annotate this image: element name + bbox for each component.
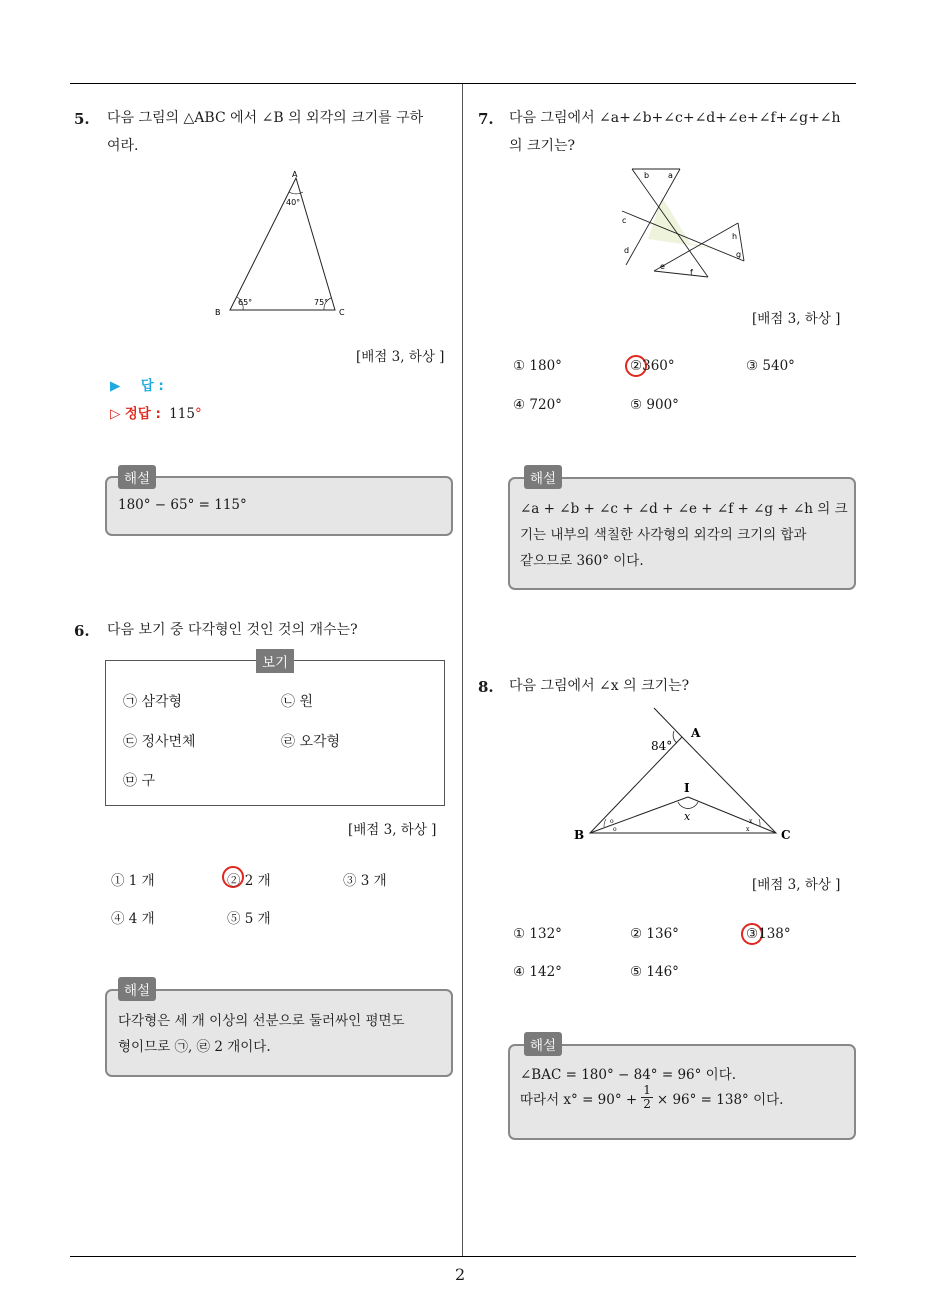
choice-mark: ④ bbox=[513, 397, 526, 413]
question-7-explanation-text bbox=[520, 496, 848, 574]
question-7-choice-4[interactable] bbox=[513, 397, 562, 413]
bogi-item-4: ㉣ 오각형 bbox=[281, 734, 341, 750]
angle-label-g: g bbox=[736, 250, 742, 259]
question-5-text bbox=[107, 104, 457, 160]
question-7-text bbox=[509, 104, 859, 160]
question-8-meta: [배점 3, 하상 ] bbox=[752, 877, 841, 893]
answer-label: 답 : bbox=[140, 378, 164, 394]
choice-mark: ① bbox=[111, 873, 125, 889]
question-5-explanation-text: 180° − 65° = 115° bbox=[118, 497, 247, 513]
question-8-text: 다음 그림에서 ∠x 의 크기는? bbox=[509, 678, 690, 694]
question-6-choice-4[interactable] bbox=[111, 907, 155, 927]
question-7-choice-1[interactable] bbox=[513, 358, 562, 374]
eight-angle-figure bbox=[618, 165, 748, 283]
question-7-choice-2[interactable] bbox=[630, 358, 675, 374]
question-7-number: 7. bbox=[478, 110, 494, 128]
angle-label-h: h bbox=[732, 232, 738, 241]
choice-mark: ⑤ bbox=[227, 911, 241, 927]
fraction-denominator: 2 bbox=[643, 1097, 651, 1111]
triangle-abc-figure bbox=[205, 165, 355, 320]
bogi-item-3: ㉢ 정사면체 bbox=[123, 734, 196, 750]
question-8-explanation-line-1: ∠BAC = 180° − 84° = 96° 이다. bbox=[520, 1067, 737, 1083]
choice-label: 4 개 bbox=[128, 911, 155, 927]
question-8-choice-1[interactable] bbox=[513, 926, 562, 942]
play-icon: ▶ bbox=[110, 378, 121, 394]
explanation-text-part: × 96° = 138° 이다. bbox=[656, 1091, 784, 1108]
question-8-number: 8. bbox=[478, 678, 494, 696]
choice-label: 720° bbox=[529, 397, 562, 413]
angle-label-e: e bbox=[660, 262, 665, 271]
choice-label: 540° bbox=[762, 358, 795, 374]
triangle-outline-icon: ▷ bbox=[110, 406, 121, 422]
question-6-meta: [배점 3, 하상 ] bbox=[348, 822, 437, 838]
question-8-choice-3[interactable] bbox=[746, 926, 791, 942]
top-rule bbox=[70, 83, 856, 84]
question-5-number: 5. bbox=[74, 110, 90, 128]
question-6-choice-3[interactable] bbox=[343, 869, 387, 889]
explanation-text-part: 따라서 x° = 90° + bbox=[520, 1091, 638, 1108]
c-angle-mark-lower: x bbox=[746, 826, 750, 833]
bottom-rule bbox=[70, 1256, 856, 1257]
choice-label: 180° bbox=[529, 358, 562, 374]
fraction-one-half bbox=[641, 1084, 653, 1111]
vertex-b-label: B bbox=[574, 828, 585, 842]
c-angle-mark-upper: x bbox=[749, 818, 753, 825]
angle-label-c: c bbox=[622, 216, 627, 225]
explanation-line: 다각형은 세 개 이상의 선분으로 둘러싸인 평면도 bbox=[118, 1013, 405, 1029]
answer-row bbox=[110, 374, 164, 394]
vertex-a-label: A bbox=[691, 726, 701, 740]
explanation-line: 기는 내부의 색칠한 사각형의 외각의 크기의 합과 bbox=[520, 527, 807, 543]
bogi-item-1: ㉠ 삼각형 bbox=[123, 694, 183, 710]
b-angle-mark-lower: o bbox=[613, 826, 617, 833]
choice-label: 138° bbox=[758, 926, 791, 942]
correct-answer-value: 115 bbox=[169, 406, 195, 422]
vertex-c-label: C bbox=[781, 828, 791, 842]
choice-label: 146° bbox=[646, 964, 679, 980]
angle-a-label: 40° bbox=[286, 198, 301, 207]
incenter-triangle-figure bbox=[570, 705, 800, 845]
vertex-c-label: C bbox=[339, 308, 345, 317]
question-6-choice-1[interactable] bbox=[111, 869, 155, 889]
choice-label: 136° bbox=[646, 926, 679, 942]
explanation-line: ∠a + ∠b + ∠c + ∠d + ∠e + ∠f + ∠g + ∠h 의 크 bbox=[520, 501, 848, 517]
incenter-i-label: I bbox=[684, 781, 690, 795]
question-6-text: 다음 보기 중 다각형인 것인 것의 개수는? bbox=[107, 622, 358, 638]
question-6-choice-2[interactable] bbox=[227, 869, 271, 889]
bogi-item-5: ㉤ 구 bbox=[123, 773, 155, 789]
question-7-line-2: 의 크기는? bbox=[509, 138, 576, 154]
question-7-explanation-tag: 해설 bbox=[524, 465, 562, 489]
choice-mark: ② bbox=[630, 358, 643, 374]
bogi-item-2: ㉡ 원 bbox=[281, 694, 313, 710]
choice-label: 5 개 bbox=[244, 911, 271, 927]
question-5-meta: [배점 3, 하상 ] bbox=[356, 349, 445, 365]
question-7-meta: [배점 3, 하상 ] bbox=[752, 311, 841, 327]
choice-mark: ④ bbox=[111, 911, 125, 927]
choice-mark: ① bbox=[513, 926, 526, 942]
angle-c-label: 75° bbox=[314, 298, 329, 307]
column-divider bbox=[462, 84, 463, 1256]
choice-mark: ③ bbox=[746, 926, 759, 942]
angle-label-f: f bbox=[690, 268, 693, 277]
choice-label: 900° bbox=[646, 397, 679, 413]
question-8-choice-2[interactable] bbox=[630, 926, 679, 942]
choice-mark: ③ bbox=[746, 358, 759, 374]
angle-label-b: b bbox=[644, 171, 650, 180]
question-8-choice-4[interactable] bbox=[513, 964, 562, 980]
question-7-line-1: 다음 그림에서 ∠a+∠b+∠c+∠d+∠e+∠f+∠g+∠h bbox=[509, 110, 841, 126]
question-6-explanation-text bbox=[118, 1008, 405, 1060]
explanation-line: 형이므로 ㉠, ㉣ 2 개이다. bbox=[118, 1039, 271, 1055]
angle-label-a: a bbox=[668, 171, 673, 180]
explanation-line: 같으므로 360° 이다. bbox=[520, 553, 644, 569]
question-5-explanation-tag: 해설 bbox=[118, 465, 156, 489]
angle-84-label: 84° bbox=[651, 739, 673, 753]
question-6-choice-5[interactable] bbox=[227, 907, 271, 927]
question-7-choice-5[interactable] bbox=[630, 397, 679, 413]
angle-label-d: d bbox=[624, 246, 630, 255]
vertex-a-label: A bbox=[292, 170, 298, 179]
b-angle-mark-upper: o bbox=[610, 818, 614, 825]
question-6-number: 6. bbox=[74, 622, 90, 640]
choice-mark: ④ bbox=[513, 964, 526, 980]
choice-label: 2 개 bbox=[244, 873, 271, 889]
question-5-line-1: 다음 그림의 △ABC 에서 ∠B 의 외각의 크기를 구하 bbox=[107, 110, 424, 126]
choice-label: 360° bbox=[642, 358, 675, 374]
choice-mark: ⑤ bbox=[630, 397, 643, 413]
choice-mark: ③ bbox=[343, 873, 357, 889]
choice-mark: ② bbox=[227, 873, 241, 889]
choice-label: 132° bbox=[529, 926, 562, 942]
question-8-explanation-line-2 bbox=[520, 1084, 783, 1111]
correct-answer-row bbox=[110, 402, 202, 422]
fraction-numerator: 1 bbox=[643, 1083, 651, 1097]
correct-answer-label: 정답 : bbox=[124, 406, 161, 422]
choice-mark: ② bbox=[630, 926, 643, 942]
choice-mark: ① bbox=[513, 358, 526, 374]
angle-x-label: x bbox=[684, 810, 691, 823]
question-8-choice-5[interactable] bbox=[630, 964, 679, 980]
question-8-explanation-tag: 해설 bbox=[524, 1032, 562, 1056]
page-number: 2 bbox=[455, 1265, 466, 1284]
question-6-explanation-tag: 해설 bbox=[118, 977, 156, 1001]
correct-answer-unit: ° bbox=[194, 406, 202, 422]
angle-b-label: 65° bbox=[238, 298, 253, 307]
choice-label: 3 개 bbox=[360, 873, 387, 889]
choice-label: 1 개 bbox=[128, 873, 155, 889]
vertex-b-label: B bbox=[215, 308, 221, 317]
question-7-choice-3[interactable] bbox=[746, 358, 795, 374]
choice-mark: ⑤ bbox=[630, 964, 643, 980]
choice-label: 142° bbox=[529, 964, 562, 980]
question-5-line-2: 여라. bbox=[107, 138, 139, 154]
bogi-tag: 보기 bbox=[256, 649, 294, 673]
